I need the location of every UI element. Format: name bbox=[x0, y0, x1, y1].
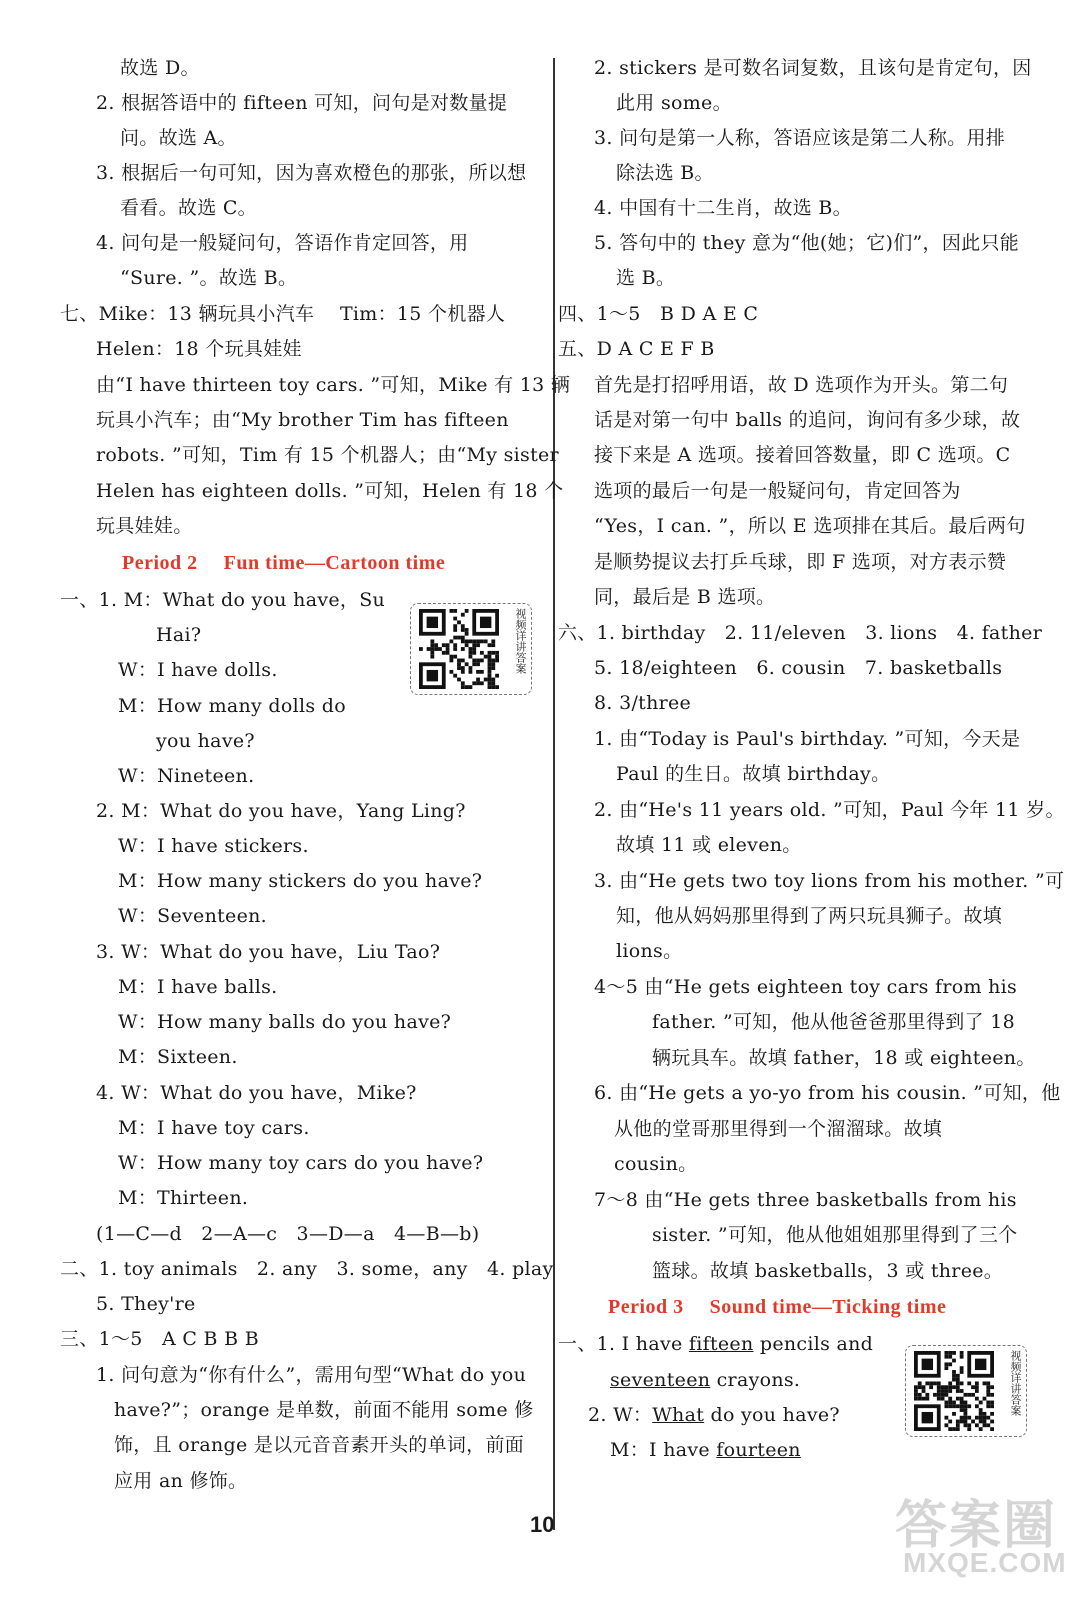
text-line: Helen：18 个玩具娃娃 bbox=[96, 338, 302, 360]
text-line: 1. 由“Today is Paul's birthday. ”可知，今天是 bbox=[594, 728, 1021, 750]
text-line: 玩具小汽车；由“My brother Tim has fifteen bbox=[96, 409, 509, 431]
text-line: have?”；orange 是单数，前面不能用 some 修 bbox=[114, 1399, 534, 1421]
text-line: 4. 问句是一般疑问句，答语作肯定回答，用 bbox=[96, 232, 469, 254]
text-line: 看看。故选 C。 bbox=[120, 197, 257, 219]
period-label: Period 3 bbox=[608, 1296, 684, 1318]
text-line: W：Nineteen. bbox=[118, 765, 255, 787]
watermark-logo bbox=[895, 1483, 1075, 1593]
text-line: M：I have balls. bbox=[118, 976, 278, 998]
page-number: 10 bbox=[530, 1512, 555, 1537]
text-line: Hai? bbox=[156, 624, 202, 646]
text-line: 从他的堂哥那里得到一个溜溜球。故填 bbox=[614, 1118, 943, 1140]
text-line: 二、1. toy animals 2. any 3. some，any 4. play bbox=[60, 1258, 554, 1280]
section-heading-period-3 bbox=[608, 1296, 946, 1319]
text-line: 话是对第一句中 balls 的追问，询问有多少球，故 bbox=[594, 409, 1021, 431]
text-line: 是顺势提议去打乒乓球，即 F 选项，对方表示赞 bbox=[594, 551, 1007, 573]
text-line: 问。故选 A。 bbox=[120, 127, 237, 149]
text-line: 五、D A C E F B bbox=[558, 338, 715, 360]
text-line: 知，他从妈妈那里得到了两只玩具狮子。故填 bbox=[616, 905, 1003, 927]
underlined-word: seventeen bbox=[610, 1369, 711, 1391]
text-line: 六、1. birthday 2. 11/eleven 3. lions 4. father bbox=[558, 622, 1043, 644]
qr-label: 视频详讲答案 bbox=[1009, 1350, 1022, 1416]
text-line: 四、1～5 B D A E C bbox=[558, 303, 759, 325]
text-line: 故填 11 或 eleven。 bbox=[616, 834, 802, 856]
watermark-url: MXQE.COM bbox=[903, 1547, 1067, 1578]
text-line: 除法选 B。 bbox=[616, 162, 714, 184]
underlined-word: What bbox=[652, 1404, 705, 1426]
text-line: you have? bbox=[156, 730, 255, 752]
text-line: W：How many toy cars do you have? bbox=[118, 1152, 484, 1174]
text-segment: crayons. bbox=[710, 1369, 801, 1391]
text-line: (1—C—d 2—A—c 3—D—a 4—B—b) bbox=[96, 1223, 480, 1245]
text-line: W：Seventeen. bbox=[118, 905, 268, 927]
text-line: 6. 由“He gets a yo-yo from his cousin. ”可知，他 bbox=[594, 1082, 1061, 1104]
text-line: Helen has eighteen dolls. ”可知，Helen 有 18 个 bbox=[96, 480, 564, 502]
text-line: 5. 答句中的 they 意为“他(她；它)们”，因此只能 bbox=[594, 232, 1020, 254]
qr-code-box[interactable] bbox=[905, 1345, 1027, 1437]
text-segment: 一、1. I have bbox=[558, 1333, 689, 1355]
text-segment: pencils and bbox=[753, 1333, 874, 1355]
text-segment: 2. W： bbox=[588, 1404, 653, 1426]
text-line: 一、1. M：What do you have，Su bbox=[60, 589, 386, 611]
text-line: 2. M：What do you have，Yang Ling? bbox=[96, 800, 466, 822]
text-line: W：How many balls do you have? bbox=[118, 1011, 452, 1033]
qr-code-box[interactable] bbox=[410, 603, 532, 695]
exercise-line bbox=[610, 1368, 800, 1392]
text-line: W：I have stickers. bbox=[118, 835, 309, 857]
underlined-word: fifteen bbox=[688, 1333, 754, 1355]
text-line: “Yes，I can. ”，所以 E 选项排在其后。最后两句 bbox=[594, 515, 1026, 537]
text-line: M：How many stickers do you have? bbox=[118, 870, 483, 892]
text-line: 2. 由“He's 11 years old. ”可知，Paul 今年 11 岁。 bbox=[594, 799, 1065, 821]
text-line: 首先是打招呼用语，故 D 选项作为开头。第二句 bbox=[594, 374, 1009, 396]
exercise-line bbox=[558, 1332, 873, 1356]
text-line: 7～8 由“He gets three basketballs from his bbox=[594, 1189, 1017, 1211]
text-line: 选 B。 bbox=[616, 267, 676, 289]
text-line: 由“I have thirteen toy cars. ”可知，Mike 有 13 辆 bbox=[96, 374, 571, 396]
exercise-line bbox=[588, 1403, 840, 1427]
text-line: 4～5 由“He gets eighteen toy cars from his bbox=[594, 976, 1018, 998]
text-line: cousin。 bbox=[614, 1153, 698, 1175]
text-line: M：Sixteen. bbox=[118, 1046, 238, 1068]
text-line: robots. ”可知，Tim 有 15 个机器人；由“My sister bbox=[96, 444, 559, 466]
text-line: 应用 an 修饰。 bbox=[114, 1470, 248, 1492]
text-line: father. ”可知，他从他爸爸那里得到了 18 bbox=[652, 1011, 1015, 1033]
period-title: Sound time—Ticking time bbox=[709, 1296, 947, 1318]
text-line: 3. 由“He gets two toy lions from his mother. ”可 bbox=[594, 870, 1065, 892]
underlined-word: fourteen bbox=[716, 1439, 801, 1461]
exercise-line bbox=[610, 1438, 801, 1462]
text-line: 接下来是 A 选项。接着回答数量，即 C 选项。C bbox=[594, 444, 1011, 466]
text-line: 辆玩具车。故填 father，18 或 eighteen。 bbox=[652, 1047, 1036, 1069]
text-line: 3. W：What do you have，Liu Tao? bbox=[96, 941, 441, 963]
text-line: 1. 问句意为“你有什么”，需用句型“What do you bbox=[96, 1364, 527, 1386]
text-segment: M：I have bbox=[610, 1439, 717, 1461]
text-line: 2. 根据答语中的 fifteen 可知，问句是对数量提 bbox=[96, 92, 508, 114]
period-title: Fun time—Cartoon time bbox=[223, 552, 446, 574]
text-line: lions。 bbox=[616, 940, 683, 962]
text-line: Paul 的生日。故填 birthday。 bbox=[616, 763, 891, 785]
text-line: 选项的最后一句是一般疑问句，肯定回答为 bbox=[594, 480, 961, 502]
text-line: 玩具娃娃。 bbox=[96, 515, 193, 537]
text-line: 2. stickers 是可数名词复数，且该句是肯定句，因 bbox=[594, 57, 1032, 79]
text-line: M：How many dolls do bbox=[118, 695, 346, 717]
watermark-text: 答案圈 bbox=[895, 1496, 1058, 1556]
text-line: 七、Mike：13 辆玩具小汽车 Tim：15 个机器人 bbox=[60, 303, 506, 325]
text-line: 饰，且 orange 是以元音音素开头的单词，前面 bbox=[114, 1434, 525, 1456]
column-divider bbox=[553, 58, 555, 1530]
text-line: “Sure. ”。故选 B。 bbox=[120, 267, 298, 289]
text-line: 4. W：What do you have，Mike? bbox=[96, 1082, 417, 1104]
qr-label: 视频详讲答案 bbox=[514, 608, 527, 674]
text-line: W：I have dolls. bbox=[118, 659, 278, 681]
text-line: 3. 问句是第一人称，答语应该是第二人称。用排 bbox=[594, 127, 1006, 149]
text-line: 故选 D。 bbox=[120, 57, 200, 79]
text-line: 三、1～5 A C B B B bbox=[60, 1328, 259, 1350]
period-label: Period 2 bbox=[122, 552, 198, 574]
text-line: 此用 some。 bbox=[616, 92, 732, 114]
text-line: 8. 3/three bbox=[594, 692, 692, 714]
text-line: 5. 18/eighteen 6. cousin 7. basketballs bbox=[594, 657, 1003, 679]
text-line: 5. They're bbox=[96, 1293, 196, 1315]
qr-code-icon[interactable] bbox=[419, 609, 499, 689]
text-line: 4. 中国有十二生肖，故选 B。 bbox=[594, 197, 852, 219]
section-heading-period-2 bbox=[122, 552, 445, 575]
text-line: M：Thirteen. bbox=[118, 1187, 249, 1209]
text-line: sister. ”可知，他从他姐姐那里得到了三个 bbox=[652, 1224, 1018, 1246]
text-line: M：I have toy cars. bbox=[118, 1117, 310, 1139]
text-segment: do you have? bbox=[704, 1404, 840, 1426]
text-line: 篮球。故填 basketballs，3 或 three。 bbox=[652, 1260, 1004, 1282]
qr-code-icon[interactable] bbox=[914, 1351, 994, 1431]
text-line: 3. 根据后一句可知，因为喜欢橙色的那张，所以想 bbox=[96, 162, 527, 184]
text-line: 同，最后是 B 选项。 bbox=[594, 586, 776, 608]
